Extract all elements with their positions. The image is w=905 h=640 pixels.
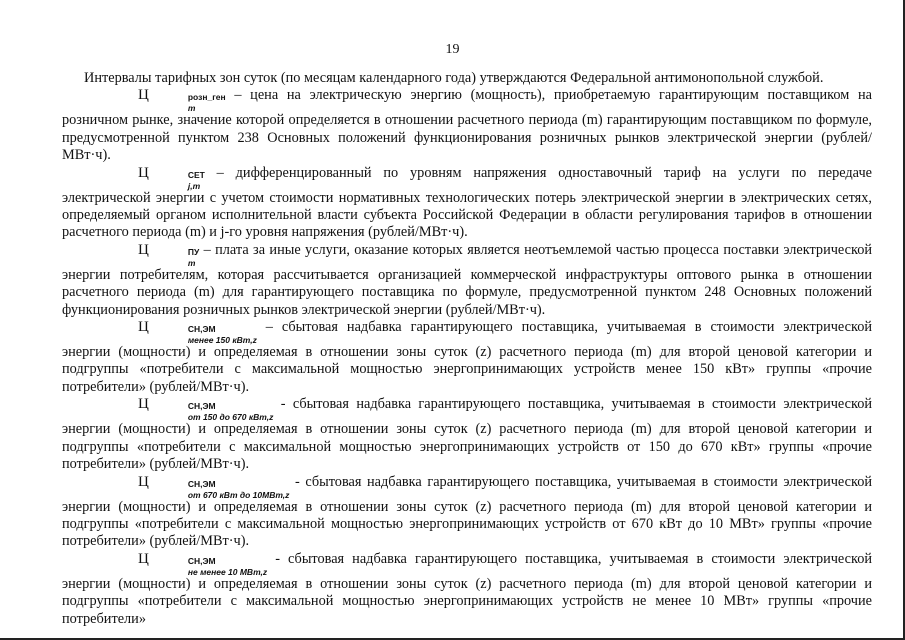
symbol-superscript: СН,ЭМ bbox=[187, 324, 216, 335]
symbol-base: Ц bbox=[138, 396, 149, 413]
paragraph-price-rozn bbox=[62, 87, 872, 164]
formula-symbol bbox=[100, 165, 205, 190]
symbol-subscript: от 150 до 670 кВт,z bbox=[187, 412, 274, 423]
symbol-base: Ц bbox=[138, 319, 149, 336]
paragraph-markup-150 bbox=[62, 319, 872, 396]
formula-symbol bbox=[100, 396, 273, 421]
symbol-superscript: СЕТ bbox=[187, 169, 205, 180]
paragraph-tariff-set bbox=[62, 165, 872, 242]
formula-symbol bbox=[100, 319, 257, 344]
page-number: 19 bbox=[445, 42, 460, 57]
symbol-subscript: не менее 10 МВт,z bbox=[187, 566, 268, 577]
symbol-subscript: менее 150 кВт,z bbox=[187, 335, 257, 346]
symbol-superscript: СН,ЭМ bbox=[187, 555, 216, 566]
paragraph-text: – дифференцированный по уровням напряжения одноставочный тариф на услуги по передаче электрической энергии с учетом стоимости нормативных технологических потерь электрической энергии в электрических сетях, определяемый органом исполнительной власти субъекта Российской Федерации в области регулирования тарифов в отношении расчетного периода (m) и j-го уровня напряжения (рублей/МВт·ч). bbox=[62, 164, 872, 241]
symbol-base: Ц bbox=[138, 241, 149, 258]
formula-symbol bbox=[100, 242, 199, 267]
formula-symbol bbox=[100, 474, 289, 499]
symbol-subscript: m bbox=[187, 257, 196, 268]
symbol-subscript: m bbox=[187, 103, 196, 114]
paragraph-text: - сбытовая надбавка гарантирующего поставщика, учитываемая в стоимости электрической энергии (мощности) и определяемая в отношении зоны суток (z) расчетного периода (m) для второй ценовой категории и подгруппы «потребители с максимальной мощностью энергопринимающих устройств от 150 до 670 кВт» группы «прочие потребители» (рублей/МВт·ч). bbox=[62, 396, 872, 473]
symbol-superscript: ПУ bbox=[187, 246, 200, 257]
symbol-subscript: j,m bbox=[187, 180, 201, 191]
symbol-subscript: от 670 кВт до 10МВт,z bbox=[187, 489, 290, 500]
paragraph-text: – плата за иные услуги, оказание которых является неотъемлемой частью процесса поставки электрической энергии потребителям, которая рассчитывается организацией коммерческой инфраструктуры оптового рынка в отношении расчетного периода (m) для гарантирующего поставщика по формуле, предусмотренной пунктом 248 Основных положений функционирования розничных рынков электрической энергии (рублей/МВт·ч). bbox=[62, 241, 872, 318]
paragraph-text: – сбытовая надбавка гарантирующего поставщика, учитываемая в стоимости электрической энергии (мощности) и определяемая в отношении зоны суток (z) расчетного периода (m) для второй ценовой категории и подгруппы «потребители с максимальной мощностью энергопринимающих устройств менее 150 кВт» группы «прочие потребители» (рублей/МВт·ч). bbox=[62, 319, 872, 395]
symbol-superscript: розн_ген bbox=[187, 92, 226, 103]
paragraph-fee-pu bbox=[62, 242, 872, 319]
paragraph-markup-10 bbox=[62, 551, 872, 628]
paragraph-intervals bbox=[62, 70, 872, 87]
paragraph-markup-150-670 bbox=[62, 396, 872, 473]
formula-symbol bbox=[100, 87, 226, 112]
symbol-base: Ц bbox=[138, 164, 149, 181]
symbol-superscript: СН,ЭМ bbox=[187, 401, 216, 412]
symbol-superscript: СН,ЭМ bbox=[187, 478, 216, 489]
symbol-base: Ц bbox=[138, 87, 149, 104]
paragraph-text: - сбытовая надбавка гарантирующего поставщика, учитываемая в стоимости электрической энергии (мощности) и определяемая в отношении зоны суток (z) расчетного периода (m) для второй ценовой категории и подгруппы «потребители с максимальной мощностью энергопринимающих устройств от 670 кВт до 10 МВт» группы «прочие потребители» (рублей/МВт·ч). bbox=[62, 473, 872, 550]
document-body bbox=[62, 70, 872, 628]
paragraph-text: Интервалы тарифных зон суток (по месяцам календарного года) утверждаются Федеральной антимонопольной службой. bbox=[84, 70, 824, 86]
symbol-base: Ц bbox=[138, 473, 149, 490]
paragraph-markup-670-10 bbox=[62, 474, 872, 551]
formula-symbol bbox=[100, 551, 267, 576]
paragraph-text: – цена на электрическую энергию (мощность), приобретаемую гарантирующим поставщиком на розничном рынке, значение которой определяется в отношении расчетного периода (m) гарантирующим поставщиком по формуле, предусмотренной пунктом 238 Основных положений функционирования розничных рынков электрической энергии (рублей/МВт·ч). bbox=[62, 87, 872, 164]
symbol-base: Ц bbox=[138, 550, 149, 567]
paragraph-text: - сбытовая надбавка гарантирующего поставщика, учитываемая в стоимости электрической энергии (мощности) и определяемая в отношении зоны суток (z) расчетного периода (m) для второй ценовой категории и подгруппы «потребители с максимальной мощностью энергопринимающих устройств не менее 10 МВт» группы «прочие потребители» bbox=[62, 550, 872, 627]
